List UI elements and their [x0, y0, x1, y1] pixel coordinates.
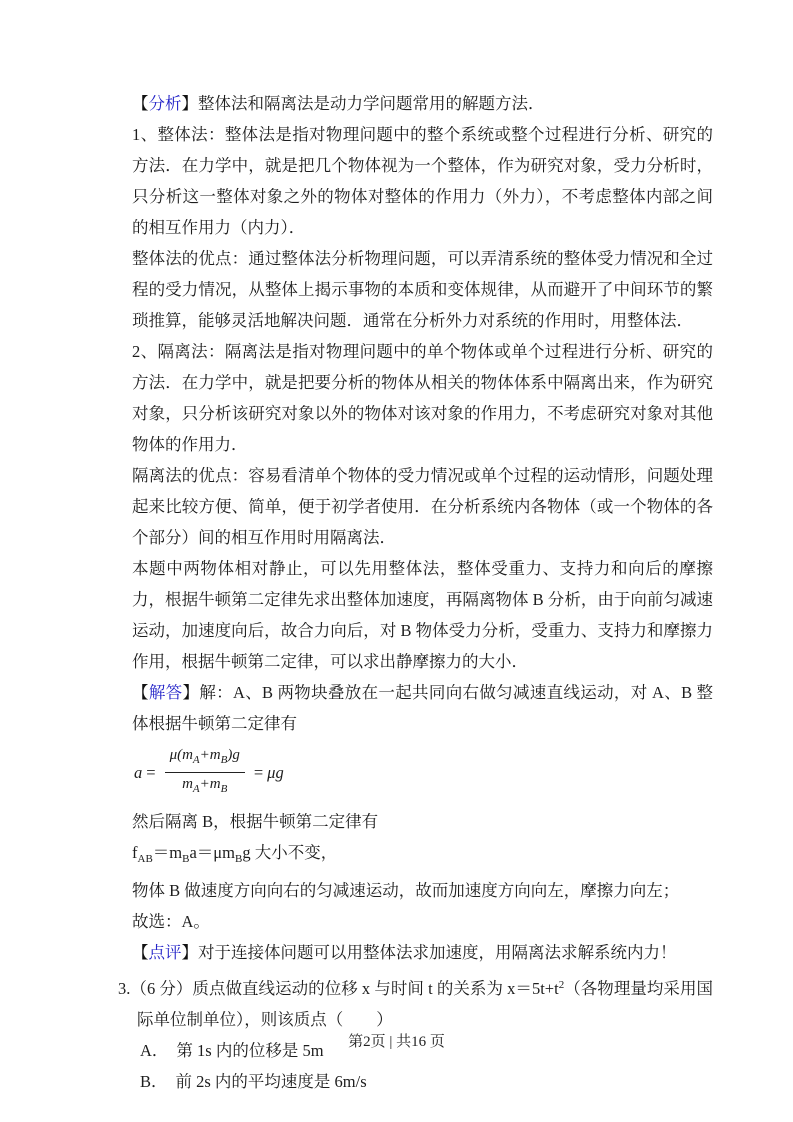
- equals-sign: =: [253, 763, 264, 782]
- page-footer-text: 第2页 | 共16 页: [348, 1034, 445, 1050]
- bracket-open: 【: [132, 943, 149, 962]
- question3-text-part2: （各物理量均采用国际单位制单位），则该质点（ ）: [137, 979, 713, 1029]
- option-b-text: 前 2s 内的平均速度是 6m/s: [175, 1072, 367, 1091]
- analysis-paragraph: 1、整体法：整体法是指对物理问题中的整个系统或整个过程进行分析、研究的方法．在力学中，就是把几个物体视为一个整体，作为研究对象，受力分析时，只分析这一整体对象之外的物体对整体的作用力（外力），不考虑整体内部之间的相互作用力（内力）．: [132, 125, 713, 237]
- option-b: [140, 1066, 713, 1097]
- question3-stem: [118, 970, 713, 1035]
- solution-answer-line: 故选：A。: [132, 912, 210, 931]
- subscript: B: [234, 853, 243, 865]
- solution-isolate-line: 然后隔离 B，根据牛顿第二定律有: [132, 812, 379, 831]
- answer-content: [118, 88, 714, 1097]
- fraction-denominator: $m_A+m_B$: [182, 776, 228, 795]
- comment-text: 对于连接体问题可以用整体法求加速度，用隔离法求解系统内力！: [198, 943, 677, 962]
- subscript: B: [182, 853, 190, 865]
- solution-intro-text: 解：A、B 两物块叠放在一起共同向右做匀减速直线运动，对 A、B 整体根据牛顿第二定律有: [132, 683, 714, 733]
- analysis-paragraph: 2、隔离法：隔离法是指对物理问题中的单个物体或单个过程进行分析、研究的方法．在力学中，就是把要分析的物体从相关的物体体系中隔离出来，作为研究对象，只分析该研究对象以外的物体对该对象的作用力，不考虑研究对象对其他物体的作用力．: [132, 342, 713, 454]
- analysis-intro-line: [132, 88, 713, 119]
- question3-text-part1: （6 分）质点做直线运动的位移 x 与时间 t 的关系为 x＝5t+t: [130, 979, 559, 998]
- analysis-paragraph: 整体法的优点：通过整体法分析物理问题，可以弄清系统的整体受力情况和全过程的受力情况，从整体上揭示事物的本质和变体规律，从而避开了中间环节的繁琐推算，能够灵活地解决问题．通常在分析外力对系统的作用时，用整体法．: [132, 249, 713, 330]
- fraction: [165, 746, 245, 799]
- fraction-numerator: $\mu(m_A+m_B)g$: [165, 746, 245, 773]
- analysis-paragraph: 隔离法的优点：容易看清单个物体的受力情况或单个过程的运动情形，问题处理起来比较方便、简单，便于初学者使用．在分析系统内各物体（或一个物体的各个部分）间的相互作用时用隔离法．: [132, 466, 713, 547]
- solution-label: 解答: [148, 683, 183, 702]
- analysis-label: 分析: [148, 94, 182, 113]
- formula-rhs: μg: [267, 763, 284, 782]
- acceleration-formula: [134, 746, 713, 799]
- formula-lhs: a: [134, 763, 143, 782]
- comment-line: [132, 937, 713, 968]
- option-b-label: B．: [140, 1072, 168, 1091]
- bracket-close: 】: [181, 94, 198, 113]
- bracket-close: 】: [182, 683, 200, 702]
- friction-equation-line: $f_{AB}=m_Ba=\mu m_Bg$ 大小不变，: [132, 843, 338, 865]
- analysis-intro-text: 整体法和隔离法是动力学问题常用的解题方法．: [198, 94, 545, 113]
- subscript: AB: [137, 853, 153, 865]
- bracket-open: 【: [132, 683, 149, 702]
- equals-sign: =: [146, 763, 156, 782]
- bracket-close: 】: [181, 943, 198, 962]
- solution-intro-line: [132, 677, 713, 739]
- superscript: 2: [558, 979, 565, 991]
- option-a-text: 第 1s 内的位移是 5m: [176, 1041, 324, 1060]
- question3-number: 3.: [118, 979, 131, 998]
- analysis-paragraph: 本题中两物体相对静止，可以先用整体法，整体受重力、支持力和向后的摩擦力，根据牛顿第二定律先求出整体加速度，再隔离物体 B 分析，由于向前匀减速运动，加速度向后，故合力向后，对 B 物体受力分析，受重力、支持力和摩擦力作用，根据牛顿第二定律，可以求出静摩擦力的大小．: [132, 559, 713, 671]
- comment-label: 点评: [148, 943, 182, 962]
- solution-direction-line: 物体 B 做速度方向向右的匀减速运动，故而加速度方向向左，摩擦力向左；: [132, 881, 680, 900]
- bracket-open: 【: [132, 94, 149, 113]
- page-footer: [0, 1030, 793, 1051]
- option-a-label: A．: [140, 1041, 169, 1060]
